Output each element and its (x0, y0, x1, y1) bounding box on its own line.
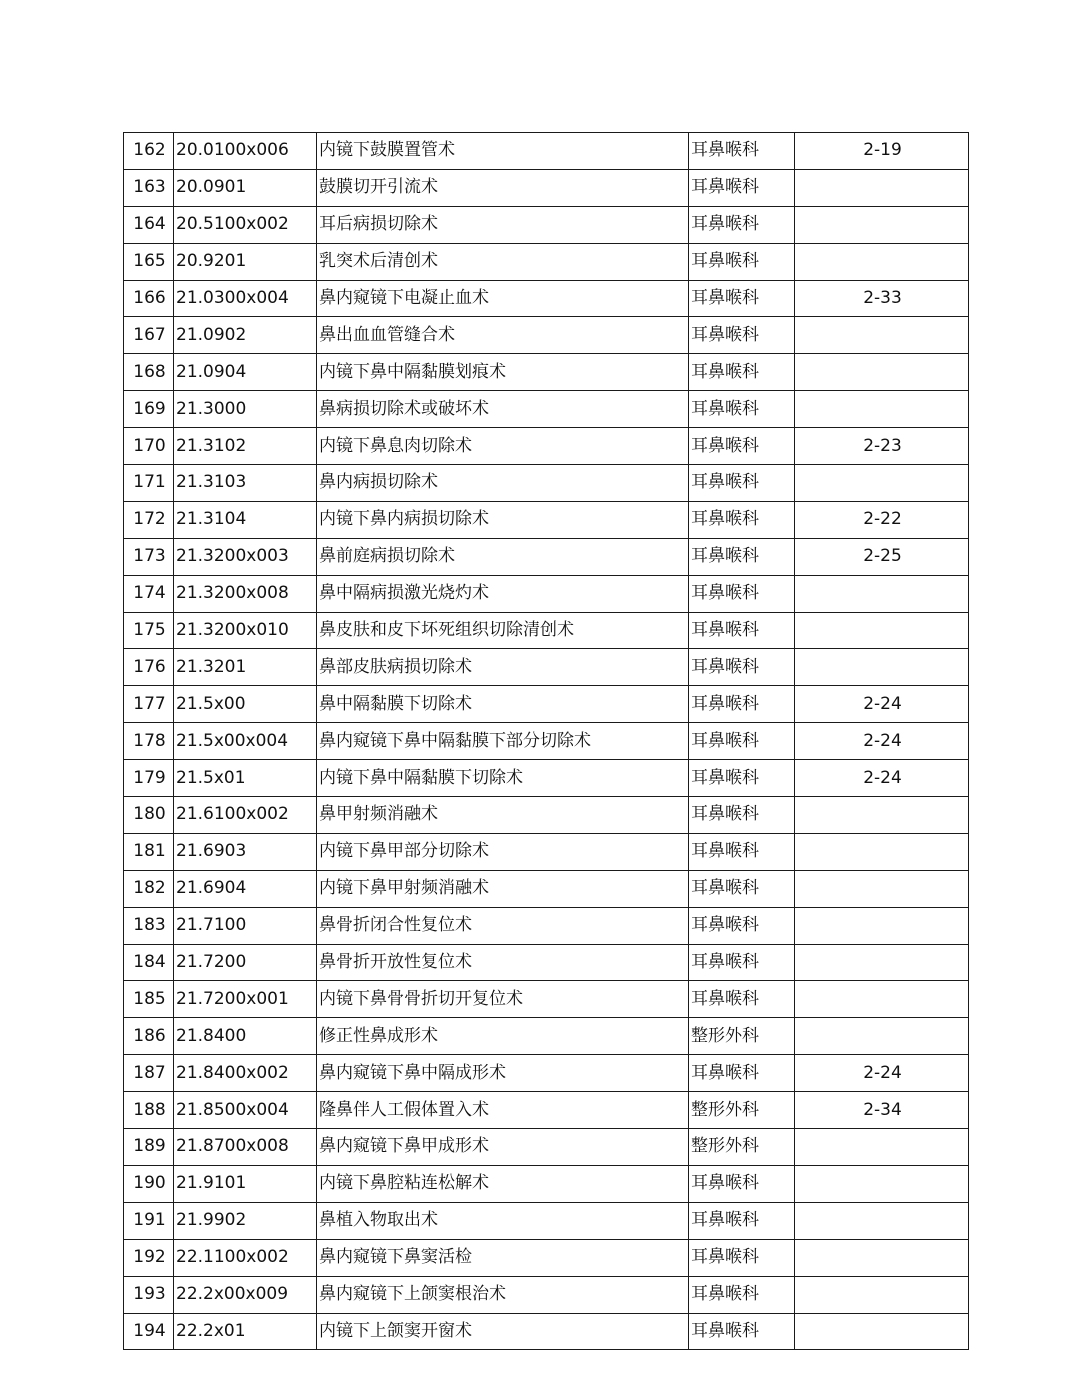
reference-cell (795, 1018, 969, 1055)
procedure-name-cell: 内镜下鼻甲部分切除术 (317, 833, 689, 870)
table-row (124, 465, 969, 502)
procedure-code-cell: 21.5x01 (174, 760, 317, 797)
department-cell: 耳鼻喉科 (689, 797, 795, 834)
procedure-name-cell: 鼻内窥镜下鼻中隔黏膜下部分切除术 (317, 723, 689, 760)
department-cell: 耳鼻喉科 (689, 1202, 795, 1239)
procedure-name-cell: 鼻部皮肤病损切除术 (317, 649, 689, 686)
procedure-name-cell: 内镜下鼓膜置管术 (317, 133, 689, 170)
procedure-table-body (124, 133, 969, 1350)
procedure-code-cell: 21.3000 (174, 391, 317, 428)
reference-cell: 2-24 (795, 1055, 969, 1092)
department-cell: 耳鼻喉科 (689, 1313, 795, 1350)
table-row (124, 501, 969, 538)
row-number-cell: 184 (124, 944, 174, 981)
procedure-name-cell: 鼻中隔病损激光烧灼术 (317, 575, 689, 612)
procedure-name-cell: 内镜下鼻内病损切除术 (317, 501, 689, 538)
table-row (124, 870, 969, 907)
procedure-code-cell: 21.3104 (174, 501, 317, 538)
table-row (124, 907, 969, 944)
procedure-name-cell: 鼻内窥镜下电凝止血术 (317, 280, 689, 317)
procedure-name-cell: 鼻出血血管缝合术 (317, 317, 689, 354)
procedure-name-cell: 内镜下鼻息肉切除术 (317, 428, 689, 465)
procedure-code-cell: 21.3200x010 (174, 612, 317, 649)
procedure-code-cell: 21.8700x008 (174, 1129, 317, 1166)
row-number-cell: 170 (124, 428, 174, 465)
table-row (124, 612, 969, 649)
table-row (124, 354, 969, 391)
department-cell: 耳鼻喉科 (689, 612, 795, 649)
procedure-name-cell: 内镜下鼻中隔黏膜划痕术 (317, 354, 689, 391)
procedure-name-cell: 鼻植入物取出术 (317, 1202, 689, 1239)
reference-cell: 2-23 (795, 428, 969, 465)
department-cell: 耳鼻喉科 (689, 1055, 795, 1092)
procedure-name-cell: 鼻前庭病损切除术 (317, 538, 689, 575)
procedure-code-cell: 21.3201 (174, 649, 317, 686)
reference-cell (795, 981, 969, 1018)
reference-cell (795, 354, 969, 391)
procedure-code-cell: 21.8400 (174, 1018, 317, 1055)
row-number-cell: 168 (124, 354, 174, 391)
procedure-code-cell: 21.8500x004 (174, 1092, 317, 1129)
reference-cell (795, 1276, 969, 1313)
row-number-cell: 192 (124, 1239, 174, 1276)
row-number-cell: 178 (124, 723, 174, 760)
table-row (124, 723, 969, 760)
department-cell: 耳鼻喉科 (689, 317, 795, 354)
table-row (124, 133, 969, 170)
reference-cell (795, 1239, 969, 1276)
row-number-cell: 189 (124, 1129, 174, 1166)
table-row (124, 1055, 969, 1092)
procedure-code-cell: 21.0300x004 (174, 280, 317, 317)
reference-cell: 2-24 (795, 760, 969, 797)
row-number-cell: 186 (124, 1018, 174, 1055)
reference-cell (795, 391, 969, 428)
procedure-name-cell: 鼻甲射频消融术 (317, 797, 689, 834)
reference-cell (795, 1202, 969, 1239)
table-row (124, 1129, 969, 1166)
table-row (124, 243, 969, 280)
procedure-name-cell: 鼻中隔黏膜下切除术 (317, 686, 689, 723)
table-row (124, 981, 969, 1018)
row-number-cell: 171 (124, 465, 174, 502)
department-cell: 耳鼻喉科 (689, 538, 795, 575)
procedure-code-cell: 20.0901 (174, 169, 317, 206)
reference-cell: 2-24 (795, 686, 969, 723)
table-row (124, 833, 969, 870)
table-row (124, 317, 969, 354)
row-number-cell: 172 (124, 501, 174, 538)
procedure-name-cell: 内镜下上颌窦开窗术 (317, 1313, 689, 1350)
procedure-code-cell: 21.8400x002 (174, 1055, 317, 1092)
department-cell: 耳鼻喉科 (689, 575, 795, 612)
row-number-cell: 194 (124, 1313, 174, 1350)
row-number-cell: 193 (124, 1276, 174, 1313)
reference-cell (795, 944, 969, 981)
reference-cell: 2-24 (795, 723, 969, 760)
procedure-code-cell: 22.1100x002 (174, 1239, 317, 1276)
procedure-code-cell: 20.9201 (174, 243, 317, 280)
department-cell: 耳鼻喉科 (689, 1239, 795, 1276)
department-cell: 耳鼻喉科 (689, 501, 795, 538)
department-cell: 耳鼻喉科 (689, 833, 795, 870)
department-cell: 耳鼻喉科 (689, 206, 795, 243)
table-row (124, 686, 969, 723)
table-row (124, 1239, 969, 1276)
procedure-code-cell: 21.5x00 (174, 686, 317, 723)
row-number-cell: 175 (124, 612, 174, 649)
row-number-cell: 183 (124, 907, 174, 944)
row-number-cell: 166 (124, 280, 174, 317)
department-cell: 耳鼻喉科 (689, 428, 795, 465)
reference-cell (795, 1313, 969, 1350)
row-number-cell: 162 (124, 133, 174, 170)
table-row (124, 649, 969, 686)
procedure-name-cell: 鼻皮肤和皮下坏死组织切除清创术 (317, 612, 689, 649)
row-number-cell: 185 (124, 981, 174, 1018)
department-cell: 耳鼻喉科 (689, 391, 795, 428)
department-cell: 耳鼻喉科 (689, 354, 795, 391)
department-cell: 耳鼻喉科 (689, 870, 795, 907)
department-cell: 耳鼻喉科 (689, 723, 795, 760)
row-number-cell: 190 (124, 1165, 174, 1202)
procedure-code-cell: 21.3103 (174, 465, 317, 502)
table-row (124, 1276, 969, 1313)
reference-cell (795, 317, 969, 354)
table-row (124, 391, 969, 428)
procedure-name-cell: 鼻内窥镜下鼻中隔成形术 (317, 1055, 689, 1092)
procedure-name-cell: 鼻骨折开放性复位术 (317, 944, 689, 981)
procedure-code-cell: 21.3200x003 (174, 538, 317, 575)
row-number-cell: 174 (124, 575, 174, 612)
procedure-code-cell: 21.7200x001 (174, 981, 317, 1018)
row-number-cell: 173 (124, 538, 174, 575)
row-number-cell: 191 (124, 1202, 174, 1239)
reference-cell (795, 649, 969, 686)
procedure-code-cell: 22.2x01 (174, 1313, 317, 1350)
reference-cell: 2-34 (795, 1092, 969, 1129)
table-row (124, 760, 969, 797)
reference-cell (795, 833, 969, 870)
table-row (124, 538, 969, 575)
department-cell: 耳鼻喉科 (689, 243, 795, 280)
reference-cell (795, 1165, 969, 1202)
procedure-name-cell: 内镜下鼻腔粘连松解术 (317, 1165, 689, 1202)
department-cell: 整形外科 (689, 1018, 795, 1055)
department-cell: 耳鼻喉科 (689, 1276, 795, 1313)
row-number-cell: 181 (124, 833, 174, 870)
reference-cell: 2-19 (795, 133, 969, 170)
reference-cell (795, 575, 969, 612)
table-row (124, 797, 969, 834)
procedure-name-cell: 内镜下鼻骨骨折切开复位术 (317, 981, 689, 1018)
reference-cell: 2-33 (795, 280, 969, 317)
department-cell: 耳鼻喉科 (689, 907, 795, 944)
procedure-code-cell: 21.3200x008 (174, 575, 317, 612)
reference-cell (795, 797, 969, 834)
procedure-code-cell: 21.9902 (174, 1202, 317, 1239)
department-cell: 耳鼻喉科 (689, 280, 795, 317)
table-row (124, 280, 969, 317)
procedure-name-cell: 乳突术后清创术 (317, 243, 689, 280)
procedure-code-cell: 21.9101 (174, 1165, 317, 1202)
procedure-code-cell: 20.0100x006 (174, 133, 317, 170)
table-row (124, 206, 969, 243)
department-cell: 耳鼻喉科 (689, 944, 795, 981)
table-row (124, 944, 969, 981)
procedure-name-cell: 内镜下鼻中隔黏膜下切除术 (317, 760, 689, 797)
procedure-name-cell: 耳后病损切除术 (317, 206, 689, 243)
procedure-name-cell: 鼻内窥镜下鼻甲成形术 (317, 1129, 689, 1166)
procedure-code-cell: 22.2x00x009 (174, 1276, 317, 1313)
procedure-code-cell: 21.0904 (174, 354, 317, 391)
department-cell: 整形外科 (689, 1092, 795, 1129)
row-number-cell: 182 (124, 870, 174, 907)
procedure-table (123, 132, 969, 1350)
procedure-code-cell: 21.0902 (174, 317, 317, 354)
procedure-name-cell: 鼻内窥镜下鼻窦活检 (317, 1239, 689, 1276)
department-cell: 耳鼻喉科 (689, 169, 795, 206)
table-row (124, 1092, 969, 1129)
row-number-cell: 188 (124, 1092, 174, 1129)
procedure-code-cell: 20.5100x002 (174, 206, 317, 243)
reference-cell (795, 870, 969, 907)
department-cell: 耳鼻喉科 (689, 760, 795, 797)
reference-cell (795, 1129, 969, 1166)
procedure-code-cell: 21.7200 (174, 944, 317, 981)
department-cell: 耳鼻喉科 (689, 133, 795, 170)
reference-cell: 2-25 (795, 538, 969, 575)
row-number-cell: 163 (124, 169, 174, 206)
procedure-name-cell: 修正性鼻成形术 (317, 1018, 689, 1055)
row-number-cell: 165 (124, 243, 174, 280)
procedure-name-cell: 鼻内病损切除术 (317, 465, 689, 502)
procedure-name-cell: 隆鼻伴人工假体置入术 (317, 1092, 689, 1129)
procedure-name-cell: 鼓膜切开引流术 (317, 169, 689, 206)
row-number-cell: 180 (124, 797, 174, 834)
row-number-cell: 179 (124, 760, 174, 797)
procedure-name-cell: 鼻骨折闭合性复位术 (317, 907, 689, 944)
table-row (124, 1018, 969, 1055)
department-cell: 耳鼻喉科 (689, 649, 795, 686)
department-cell: 耳鼻喉科 (689, 981, 795, 1018)
table-row (124, 575, 969, 612)
procedure-name-cell: 鼻内窥镜下上颌窦根治术 (317, 1276, 689, 1313)
department-cell: 耳鼻喉科 (689, 1165, 795, 1202)
row-number-cell: 167 (124, 317, 174, 354)
row-number-cell: 187 (124, 1055, 174, 1092)
procedure-code-cell: 21.6100x002 (174, 797, 317, 834)
procedure-code-cell: 21.7100 (174, 907, 317, 944)
table-row (124, 1313, 969, 1350)
department-cell: 耳鼻喉科 (689, 465, 795, 502)
row-number-cell: 177 (124, 686, 174, 723)
procedure-code-cell: 21.6904 (174, 870, 317, 907)
table-row (124, 169, 969, 206)
table-row (124, 428, 969, 465)
reference-cell (795, 206, 969, 243)
department-cell: 耳鼻喉科 (689, 686, 795, 723)
reference-cell (795, 907, 969, 944)
row-number-cell: 169 (124, 391, 174, 428)
procedure-code-cell: 21.5x00x004 (174, 723, 317, 760)
reference-cell (795, 465, 969, 502)
row-number-cell: 164 (124, 206, 174, 243)
table-row (124, 1165, 969, 1202)
procedure-name-cell: 内镜下鼻甲射频消融术 (317, 870, 689, 907)
reference-cell (795, 243, 969, 280)
procedure-code-cell: 21.6903 (174, 833, 317, 870)
row-number-cell: 176 (124, 649, 174, 686)
department-cell: 整形外科 (689, 1129, 795, 1166)
reference-cell (795, 169, 969, 206)
procedure-code-cell: 21.3102 (174, 428, 317, 465)
procedure-name-cell: 鼻病损切除术或破坏术 (317, 391, 689, 428)
table-row (124, 1202, 969, 1239)
reference-cell: 2-22 (795, 501, 969, 538)
reference-cell (795, 612, 969, 649)
